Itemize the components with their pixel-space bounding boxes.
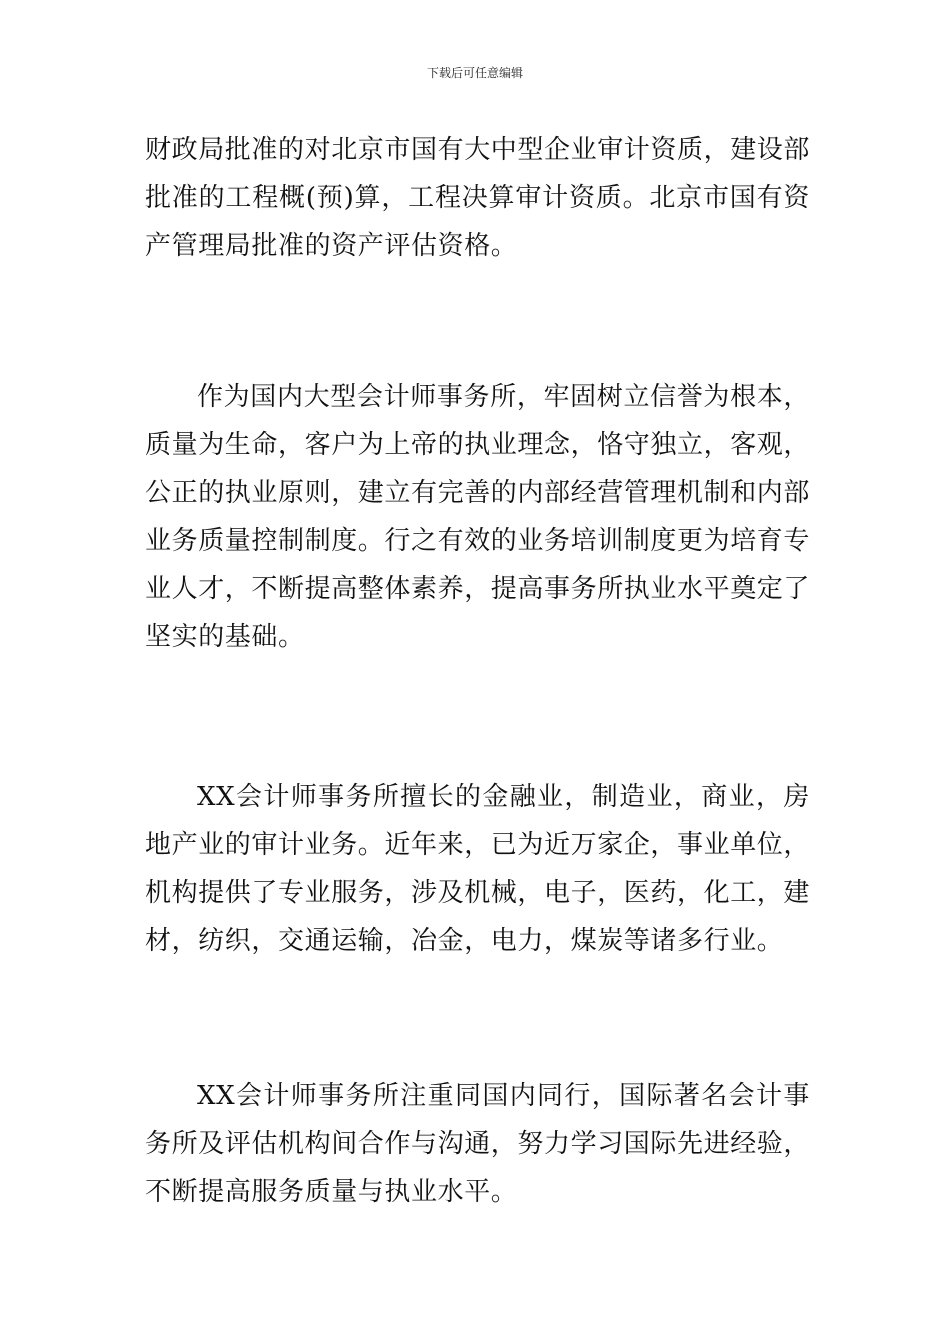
paragraph-philosophy: 作为国内大型会计师事务所，牢固树立信誉为根本，质量为生命，客户为上帝的执业理念，恪守独立，客观，公正的执业原则，建立有完善的内部经营管理机制和内部业务质量控制制度。行之有效的业务培训制度更为培育专业人才，不断提高整体素养，提高事务所执业水平奠定了坚实的基础。	[145, 382, 811, 652]
page-header-note: 下载后可任意编辑	[426, 66, 523, 80]
paragraph-expertise: XX会计师事务所擅长的金融业，制造业，商业，房地产业的审计业务。近年来，已为近万家企，事业单位，机构提供了专业服务，涉及机械，电子，医药，化工，建材，纺织，交通运输，冶金，电力，煤炭等诸多行业。	[145, 782, 811, 956]
paragraph-cooperation: XX会计师事务所注重同国内同行，国际著名会计事务所及评估机构间合作与沟通，努力学习国际先进经验，不断提高服务质量与执业水平。	[145, 1081, 811, 1207]
paragraph-qualifications: 财政局批准的对北京市国有大中型企业审计资质，建设部批准的工程概(预)算，工程决算审计资质。北京市国有资产管理局批准的资产评估资格。	[145, 135, 811, 261]
